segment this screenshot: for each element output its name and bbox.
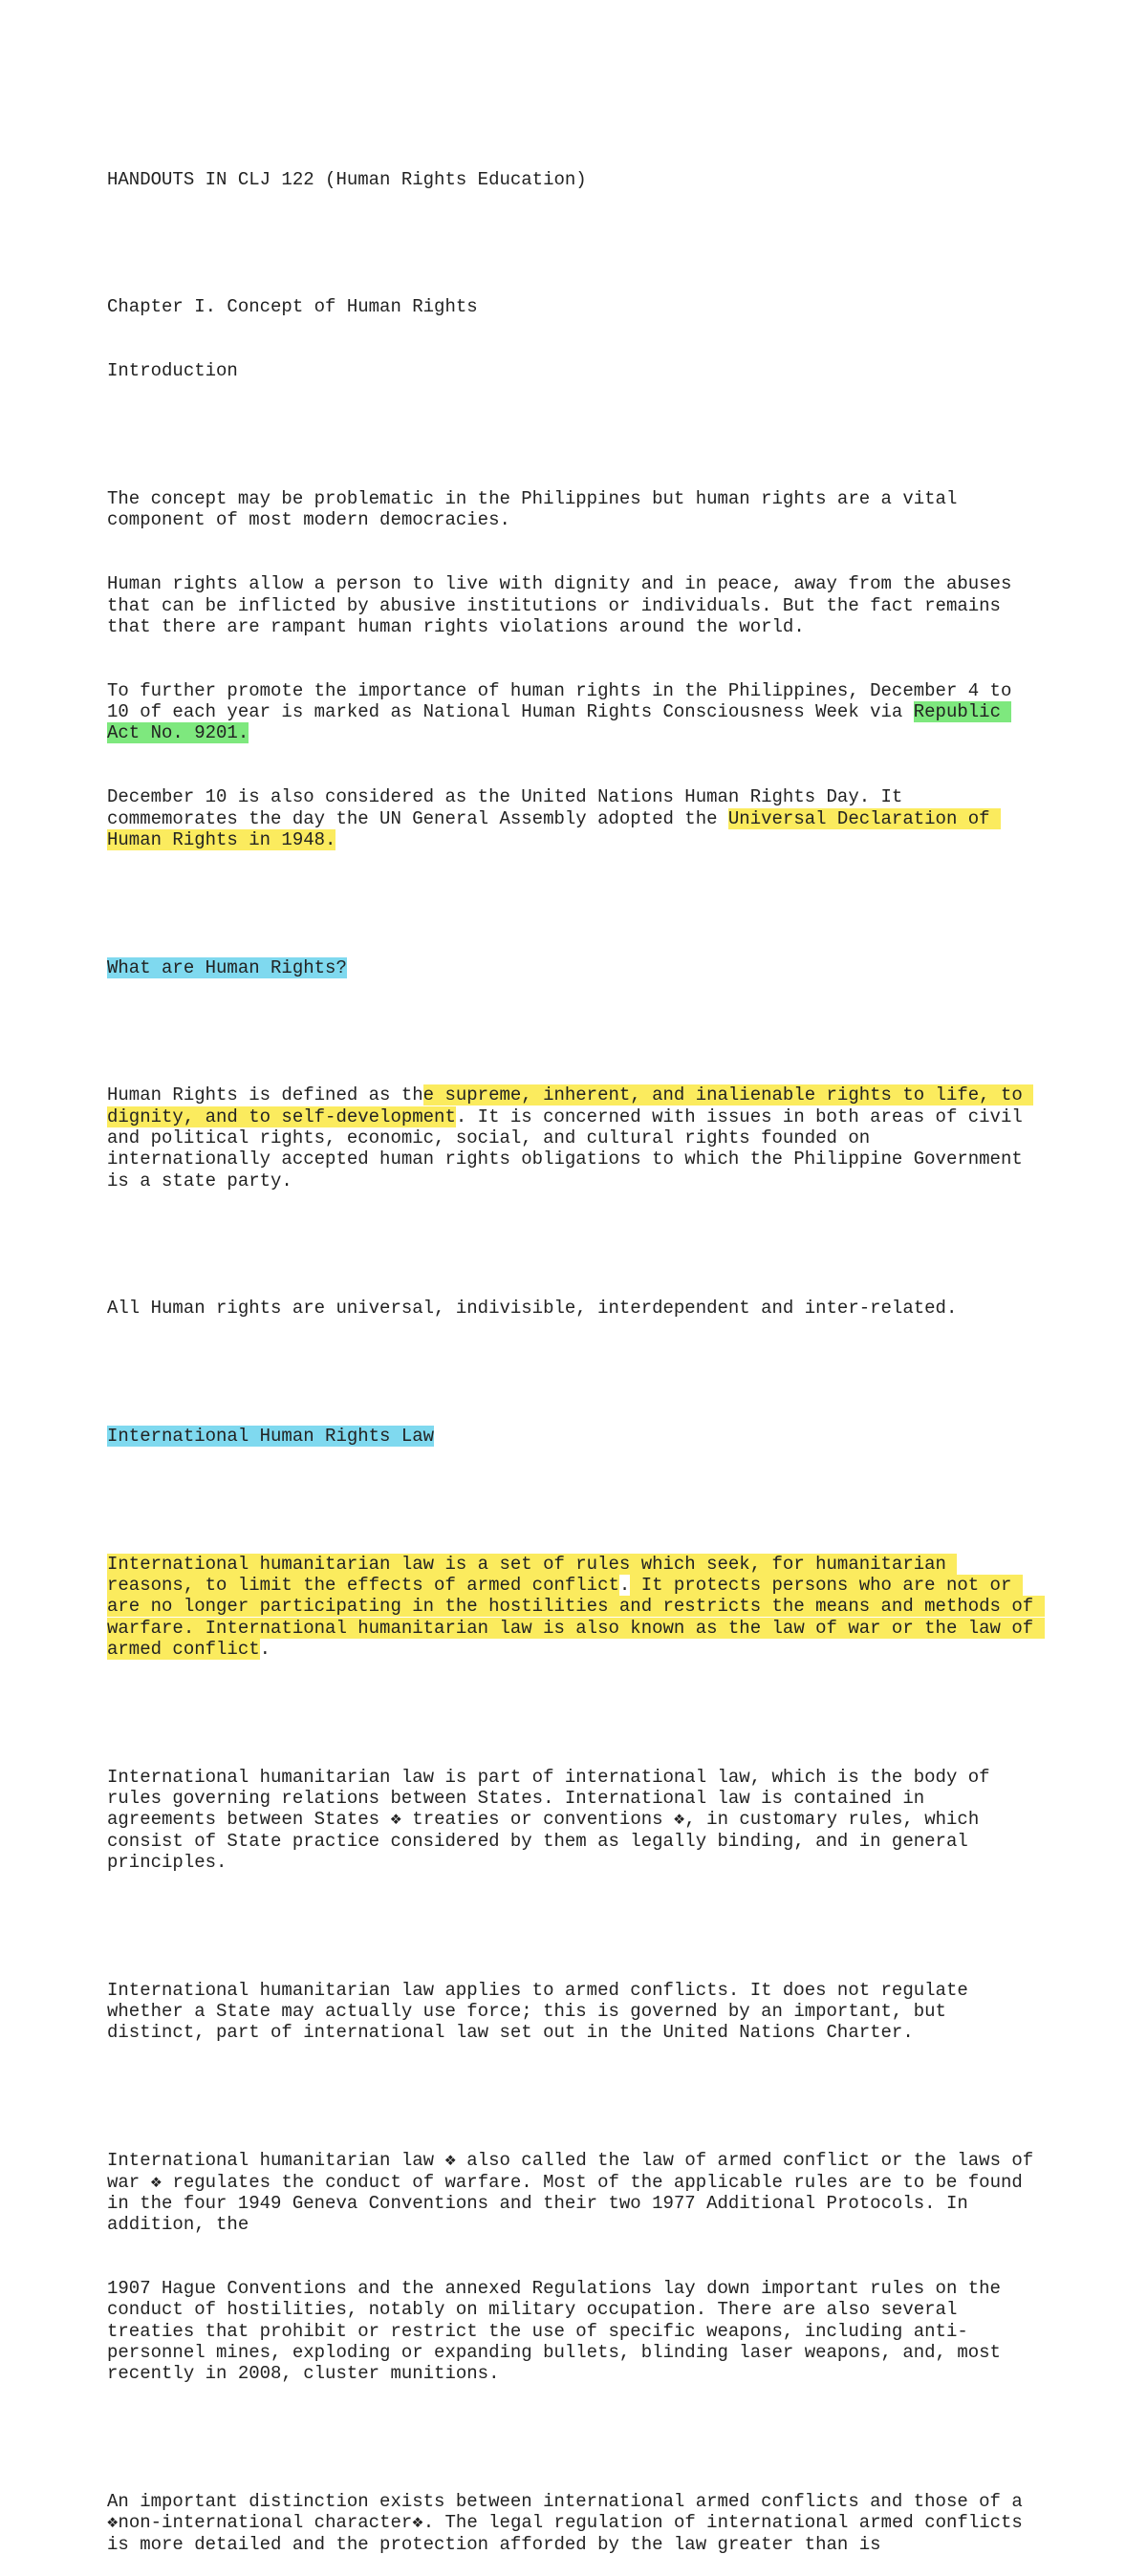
paragraph-hague: 1907 Hague Conventions and the annexed Regulations lay down important rules on the conduct of hostilities, notably on military occupation. There are also several treaties that prohibit or restrict the use of specific weapons, including anti-personnel mines, exploding or expanding bullets, blinding laser weapons, and, most recently in 2008, cluster munitions.	[107, 2277, 1012, 2385]
introduction-heading: Introduction	[107, 360, 238, 382]
spacer	[107, 893, 1044, 914]
paragraph-international-law: International humanitarian law is part of international law, which is the body of rules governing relations between States. International law is contained in agreements between States ❖ treaties or conventions ❖, in customary rules, which consist of State practice considered by them as legally binding, and in general principles.	[107, 1766, 1001, 1874]
paragraph-text: To further promote the importance of human rights in the Philippines, December 4 to 10 of each year is marked as National Human Rights Consciousness Week via	[107, 679, 1023, 723]
paragraph-text: .	[618, 1575, 631, 1597]
spacer	[107, 1234, 1044, 1255]
paragraph-text: . It is concerned with issues in both areas of civil and political rights, economic, social, and cultural rights founded on internationally accepted human rights obligations to which the Philippine Government is a state party.	[107, 1106, 1034, 1191]
paragraph-universal: All Human rights are universal, indivisible, interdependent and inter-related.	[107, 1298, 958, 1320]
document-title: HANDOUTS IN CLJ 122 (Human Rights Education)	[107, 168, 587, 190]
spacer	[107, 424, 1044, 445]
paragraph-text: Human Rights is defined as th	[107, 1084, 423, 1106]
spacer	[107, 1020, 1044, 1041]
paragraph-ihl-definition	[107, 1554, 1044, 1660]
document-page	[107, 126, 1044, 2576]
highlight-definition: e supreme, inherent, and inalienable rights to life, to dignity, and to self-development	[107, 1084, 1034, 1127]
paragraph-text: .	[259, 1639, 271, 1661]
paragraph-distinction: An important distinction exists between international armed conflicts and those of a ❖non-international character❖. The legal regulation of international armed conflicts is more detailed and the protection afforded by the law greater than is	[107, 2490, 1034, 2555]
heading-what-are-human-rights	[107, 957, 1044, 978]
spacer	[107, 2086, 1044, 2107]
paragraph-geneva: International humanitarian law ❖ also called the law of armed conflict or the laws of war ❖ regulates the conduct of warfare. Most of the applicable rules are to be found in the four 1949 Geneva Conventions and their two 1977 Additional Protocols. In addition, the	[107, 2150, 1045, 2236]
paragraph-dignity: Human rights allow a person to live with dignity and in peace, away from the abuses that can be inflicted by abusive institutions or individuals. But the fact remains that there are rampant human rights violations around the world.	[107, 573, 1023, 637]
paragraph-text: December 10 is also considered as the United Nations Human Rights Day. It commemorates the day the UN General Assembly adopted the	[107, 786, 914, 829]
highlight-ihl-protection: It protects persons who are not or are no longer participating in the hostilities and restricts the means and methods of warfare. International humanitarian law is also known as the law of war or the law of armed conflict	[107, 1575, 1045, 1661]
highlight-udhr: Universal Declaration of Human Rights in 1948.	[107, 807, 1001, 850]
chapter-heading: Chapter I. Concept of Human Rights	[107, 296, 478, 318]
highlight-ihl-definition: International humanitarian law is a set of rules which seek, for humanitarian reasons, to limit the effects of armed conflict	[107, 1553, 958, 1597]
spacer	[107, 1362, 1044, 1383]
paragraph-concept: The concept may be problematic in the Philippines but human rights are a vital component of most modern democracies.	[107, 488, 968, 531]
spacer	[107, 1490, 1044, 1511]
paragraph-definition	[107, 1084, 1044, 1191]
highlight-republic-act: Republic Act No. 9201.	[107, 701, 1012, 744]
highlight-heading: What are Human Rights?	[107, 956, 347, 978]
heading-international-human-rights-law	[107, 1426, 1044, 1447]
spacer	[107, 1703, 1044, 1724]
highlight-heading: International Human Rights Law	[107, 1426, 435, 1448]
paragraph-armed-conflicts: International humanitarian law applies to armed conflicts. It does not regulate whether a State may actually use force; this is governed by an important, but distinct, part of international law set out in the United Nations Charter.	[107, 1979, 980, 2044]
paragraph-un-day	[107, 786, 1044, 850]
spacer	[107, 2427, 1044, 2448]
spacer	[107, 232, 1044, 253]
paragraph-consciousness-week	[107, 680, 1044, 744]
spacer	[107, 1916, 1044, 1937]
